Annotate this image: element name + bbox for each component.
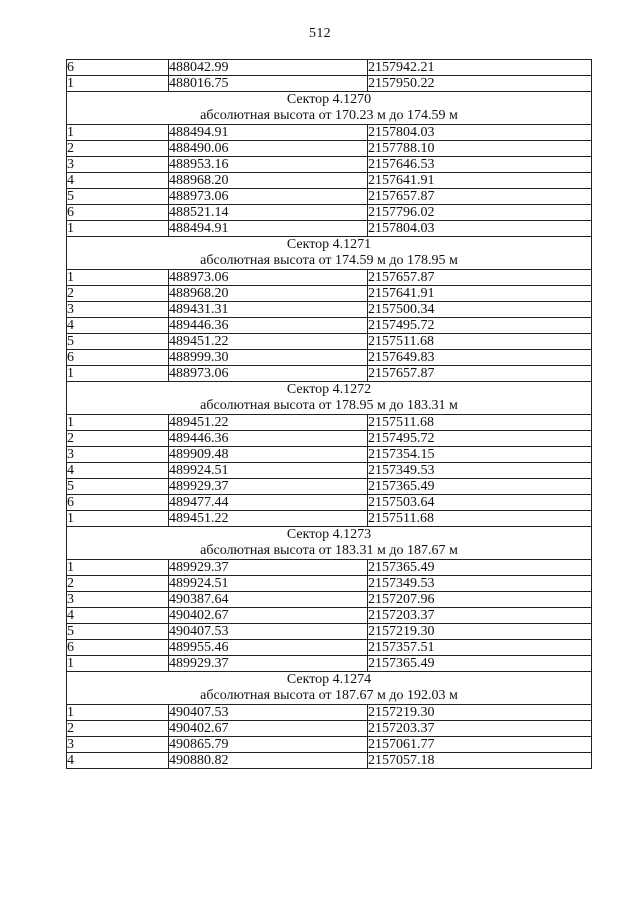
table-row bbox=[67, 479, 592, 495]
x-coordinate-cell: 489451.22 bbox=[169, 511, 368, 527]
y-coordinate-cell: 2157057.18 bbox=[368, 753, 592, 769]
point-number-cell: 4 bbox=[67, 318, 169, 334]
x-coordinate-cell: 488973.06 bbox=[169, 270, 368, 286]
point-number-cell: 2 bbox=[67, 431, 169, 447]
sector-height-range: абсолютная высота от 170.23 м до 174.59 м bbox=[200, 108, 458, 123]
x-coordinate-cell: 489477.44 bbox=[169, 495, 368, 511]
table-row bbox=[67, 141, 592, 157]
y-coordinate-cell: 2157503.64 bbox=[368, 495, 592, 511]
point-number-cell: 6 bbox=[67, 640, 169, 656]
x-coordinate-cell: 490880.82 bbox=[169, 753, 368, 769]
table-row bbox=[67, 431, 592, 447]
point-number-cell: 5 bbox=[67, 479, 169, 495]
point-number-cell: 2 bbox=[67, 721, 169, 737]
y-coordinate-cell: 2157942.21 bbox=[368, 60, 592, 76]
y-coordinate-cell: 2157804.03 bbox=[368, 221, 592, 237]
x-coordinate-cell: 488494.91 bbox=[169, 125, 368, 141]
sector-header-row bbox=[67, 672, 592, 705]
table-row bbox=[67, 560, 592, 576]
sector-height-range: абсолютная высота от 178.95 м до 183.31 м bbox=[200, 398, 458, 413]
point-number-cell: 2 bbox=[67, 576, 169, 592]
y-coordinate-cell: 2157657.87 bbox=[368, 189, 592, 205]
y-coordinate-cell: 2157203.37 bbox=[368, 721, 592, 737]
point-number-cell: 1 bbox=[67, 221, 169, 237]
x-coordinate-cell: 489924.51 bbox=[169, 576, 368, 592]
table-row bbox=[67, 737, 592, 753]
y-coordinate-cell: 2157511.68 bbox=[368, 334, 592, 350]
sector-title: Сектор 4.1274 bbox=[286, 672, 372, 687]
sector-header-row bbox=[67, 237, 592, 270]
x-coordinate-cell: 488521.14 bbox=[169, 205, 368, 221]
x-coordinate-cell: 489451.22 bbox=[169, 334, 368, 350]
y-coordinate-cell: 2157796.02 bbox=[368, 205, 592, 221]
sector-header-row bbox=[67, 527, 592, 560]
y-coordinate-cell: 2157657.87 bbox=[368, 366, 592, 382]
sector-header bbox=[67, 527, 592, 560]
y-coordinate-cell: 2157649.83 bbox=[368, 350, 592, 366]
point-number-cell: 4 bbox=[67, 463, 169, 479]
table-row bbox=[67, 334, 592, 350]
sector-header bbox=[67, 237, 592, 270]
x-coordinate-cell: 488490.06 bbox=[169, 141, 368, 157]
x-coordinate-cell: 488968.20 bbox=[169, 286, 368, 302]
x-coordinate-cell: 489446.36 bbox=[169, 318, 368, 334]
table-row bbox=[67, 157, 592, 173]
x-coordinate-cell: 490402.67 bbox=[169, 721, 368, 737]
y-coordinate-cell: 2157657.87 bbox=[368, 270, 592, 286]
table-row bbox=[67, 753, 592, 769]
x-coordinate-cell: 489431.31 bbox=[169, 302, 368, 318]
table-row bbox=[67, 366, 592, 382]
y-coordinate-cell: 2157349.53 bbox=[368, 463, 592, 479]
table-row bbox=[67, 125, 592, 141]
point-number-cell: 1 bbox=[67, 270, 169, 286]
x-coordinate-cell: 488953.16 bbox=[169, 157, 368, 173]
point-number-cell: 3 bbox=[67, 737, 169, 753]
sector-title: Сектор 4.1272 bbox=[286, 382, 372, 397]
x-coordinate-cell: 490407.53 bbox=[169, 624, 368, 640]
x-coordinate-cell: 488968.20 bbox=[169, 173, 368, 189]
sector-height-range: абсолютная высота от 174.59 м до 178.95 м bbox=[200, 253, 458, 268]
table-row bbox=[67, 705, 592, 721]
y-coordinate-cell: 2157357.51 bbox=[368, 640, 592, 656]
y-coordinate-cell: 2157804.03 bbox=[368, 125, 592, 141]
point-number-cell: 1 bbox=[67, 656, 169, 672]
y-coordinate-cell: 2157641.91 bbox=[368, 286, 592, 302]
point-number-cell: 3 bbox=[67, 157, 169, 173]
x-coordinate-cell: 489929.37 bbox=[169, 560, 368, 576]
table-row bbox=[67, 495, 592, 511]
sector-header bbox=[67, 92, 592, 125]
x-coordinate-cell: 489929.37 bbox=[169, 479, 368, 495]
point-number-cell: 1 bbox=[67, 125, 169, 141]
table-row bbox=[67, 624, 592, 640]
sector-header bbox=[67, 382, 592, 415]
table-row bbox=[67, 318, 592, 334]
y-coordinate-cell: 2157500.34 bbox=[368, 302, 592, 318]
x-coordinate-cell: 488016.75 bbox=[169, 76, 368, 92]
x-coordinate-cell: 489924.51 bbox=[169, 463, 368, 479]
y-coordinate-cell: 2157061.77 bbox=[368, 737, 592, 753]
y-coordinate-cell: 2157788.10 bbox=[368, 141, 592, 157]
x-coordinate-cell: 488973.06 bbox=[169, 366, 368, 382]
x-coordinate-cell: 488042.99 bbox=[169, 60, 368, 76]
x-coordinate-cell: 490407.53 bbox=[169, 705, 368, 721]
sector-height-range: абсолютная высота от 187.67 м до 192.03 м bbox=[200, 688, 458, 703]
point-number-cell: 4 bbox=[67, 608, 169, 624]
point-number-cell: 6 bbox=[67, 205, 169, 221]
y-coordinate-cell: 2157511.68 bbox=[368, 415, 592, 431]
y-coordinate-cell: 2157203.37 bbox=[368, 608, 592, 624]
y-coordinate-cell: 2157511.68 bbox=[368, 511, 592, 527]
y-coordinate-cell: 2157349.53 bbox=[368, 576, 592, 592]
point-number-cell: 1 bbox=[67, 705, 169, 721]
table-row bbox=[67, 205, 592, 221]
point-number-cell: 1 bbox=[67, 560, 169, 576]
y-coordinate-cell: 2157365.49 bbox=[368, 560, 592, 576]
x-coordinate-cell: 490865.79 bbox=[169, 737, 368, 753]
sector-title: Сектор 4.1273 bbox=[286, 527, 372, 542]
y-coordinate-cell: 2157495.72 bbox=[368, 431, 592, 447]
table-row bbox=[67, 189, 592, 205]
table-row bbox=[67, 656, 592, 672]
table-row bbox=[67, 415, 592, 431]
table-row bbox=[67, 640, 592, 656]
y-coordinate-cell: 2157646.53 bbox=[368, 157, 592, 173]
point-number-cell: 5 bbox=[67, 624, 169, 640]
page-number: 512 bbox=[309, 26, 331, 41]
x-coordinate-cell: 489446.36 bbox=[169, 431, 368, 447]
point-number-cell: 2 bbox=[67, 141, 169, 157]
sector-title: Сектор 4.1271 bbox=[286, 237, 372, 252]
table-row bbox=[67, 592, 592, 608]
table-row bbox=[67, 286, 592, 302]
table-row bbox=[67, 173, 592, 189]
x-coordinate-cell: 489955.46 bbox=[169, 640, 368, 656]
y-coordinate-cell: 2157219.30 bbox=[368, 624, 592, 640]
y-coordinate-cell: 2157354.15 bbox=[368, 447, 592, 463]
point-number-cell: 3 bbox=[67, 447, 169, 463]
point-number-cell: 5 bbox=[67, 189, 169, 205]
table-row bbox=[67, 511, 592, 527]
y-coordinate-cell: 2157495.72 bbox=[368, 318, 592, 334]
table-row bbox=[67, 302, 592, 318]
table-row bbox=[67, 350, 592, 366]
y-coordinate-cell: 2157641.91 bbox=[368, 173, 592, 189]
point-number-cell: 1 bbox=[67, 511, 169, 527]
point-number-cell: 4 bbox=[67, 173, 169, 189]
point-number-cell: 3 bbox=[67, 302, 169, 318]
sector-header-row bbox=[67, 382, 592, 415]
y-coordinate-cell: 2157207.96 bbox=[368, 592, 592, 608]
y-coordinate-cell: 2157219.30 bbox=[368, 705, 592, 721]
point-number-cell: 1 bbox=[67, 415, 169, 431]
sector-header-row bbox=[67, 92, 592, 125]
table-row bbox=[67, 576, 592, 592]
x-coordinate-cell: 490387.64 bbox=[169, 592, 368, 608]
table-row bbox=[67, 721, 592, 737]
x-coordinate-cell: 489451.22 bbox=[169, 415, 368, 431]
y-coordinate-cell: 2157950.22 bbox=[368, 76, 592, 92]
y-coordinate-cell: 2157365.49 bbox=[368, 479, 592, 495]
table-row bbox=[67, 270, 592, 286]
point-number-cell: 5 bbox=[67, 334, 169, 350]
table-row bbox=[67, 221, 592, 237]
point-number-cell: 2 bbox=[67, 286, 169, 302]
x-coordinate-cell: 488494.91 bbox=[169, 221, 368, 237]
table-row bbox=[67, 60, 592, 76]
sector-title: Сектор 4.1270 bbox=[286, 92, 372, 107]
table-row bbox=[67, 76, 592, 92]
x-coordinate-cell: 488973.06 bbox=[169, 189, 368, 205]
table-row bbox=[67, 463, 592, 479]
coordinates-table bbox=[66, 59, 592, 769]
x-coordinate-cell: 488999.30 bbox=[169, 350, 368, 366]
point-number-cell: 6 bbox=[67, 495, 169, 511]
x-coordinate-cell: 489929.37 bbox=[169, 656, 368, 672]
y-coordinate-cell: 2157365.49 bbox=[368, 656, 592, 672]
point-number-cell: 1 bbox=[67, 76, 169, 92]
table-row bbox=[67, 608, 592, 624]
x-coordinate-cell: 490402.67 bbox=[169, 608, 368, 624]
x-coordinate-cell: 489909.48 bbox=[169, 447, 368, 463]
sector-height-range: абсолютная высота от 183.31 м до 187.67 м bbox=[200, 543, 458, 558]
point-number-cell: 1 bbox=[67, 366, 169, 382]
sector-header bbox=[67, 672, 592, 705]
point-number-cell: 6 bbox=[67, 60, 169, 76]
table-row bbox=[67, 447, 592, 463]
point-number-cell: 4 bbox=[67, 753, 169, 769]
point-number-cell: 3 bbox=[67, 592, 169, 608]
point-number-cell: 6 bbox=[67, 350, 169, 366]
